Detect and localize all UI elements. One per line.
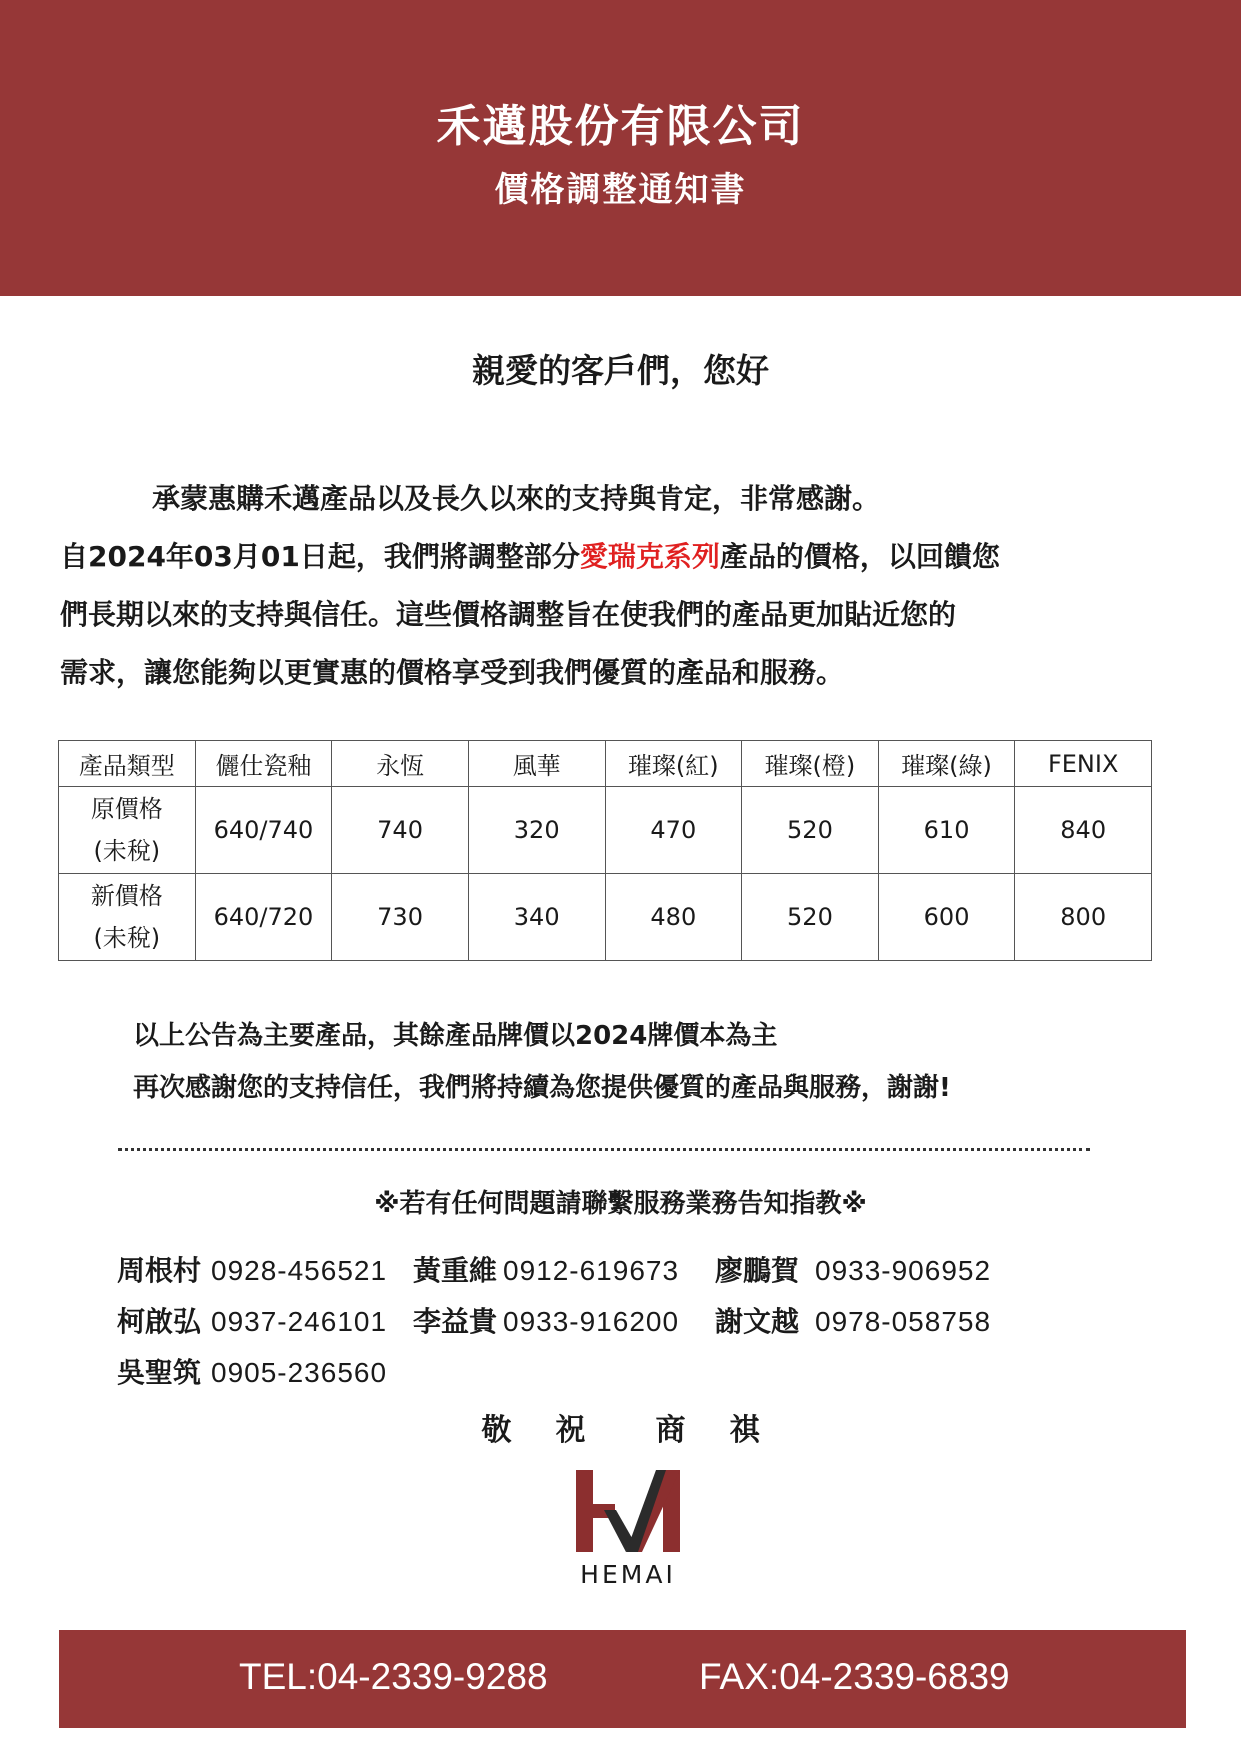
contact-row — [117, 1296, 991, 1347]
note-line-2: 再次感謝您的支持信任，我們將持續為您提供優質的產品與服務，謝謝! — [133, 1073, 951, 1103]
body-line-2 — [60, 528, 1180, 586]
price-table-header-row — [59, 741, 1152, 787]
price-cell: 320 — [468, 787, 605, 874]
footer-tel: TEL:04-2339-9288 — [239, 1656, 548, 1697]
row-label-bottom: (未稅) — [93, 837, 161, 865]
table-row-new-price — [59, 874, 1152, 961]
header-cell: 風華 — [468, 741, 605, 787]
body-line-1: 承蒙惠購禾邁產品以及長久以來的支持與肯定，非常感謝。 — [152, 482, 881, 515]
contact-phone: 0933-916200 — [503, 1306, 680, 1337]
footer-banner — [59, 1630, 1186, 1728]
notes — [133, 1010, 951, 1114]
price-cell: 520 — [742, 787, 879, 874]
contact-phone: 0928-456521 — [211, 1255, 388, 1286]
price-cell: 740 — [332, 787, 469, 874]
contact-list — [117, 1245, 991, 1398]
greeting: 親愛的客戶們，您好 — [472, 351, 769, 390]
row-label — [59, 787, 196, 874]
contact-phone: 0912-619673 — [503, 1255, 680, 1286]
row-label-bottom: (未稅) — [93, 924, 161, 952]
header-cell: 儷仕瓷釉 — [195, 741, 332, 787]
price-cell: 610 — [878, 787, 1015, 874]
contact-phone: 0937-246101 — [211, 1306, 388, 1337]
price-cell: 640/720 — [195, 874, 332, 961]
contact-name: 吳聖筑 — [117, 1356, 202, 1389]
price-cell: 520 — [742, 874, 879, 961]
row-label-top: 新價格 — [90, 882, 163, 910]
price-cell: 480 — [605, 874, 742, 961]
footer-fax: FAX:04-2339-6839 — [699, 1656, 1010, 1697]
row-label-top: 原價格 — [90, 795, 163, 823]
price-table — [58, 740, 1152, 961]
price-cell: 730 — [332, 874, 469, 961]
contact-name: 廖鵬賀 — [715, 1254, 800, 1287]
contact-name: 李益貴 — [413, 1305, 498, 1338]
dotted-divider — [118, 1148, 1090, 1151]
contact-row — [117, 1245, 991, 1296]
document-title: 價格調整通知書 — [494, 170, 747, 210]
contact-phone: 0905-236560 — [211, 1357, 388, 1388]
contact-title: ※若有任何問題請聯繫服務業務告知指教※ — [374, 1189, 867, 1219]
price-cell: 340 — [468, 874, 605, 961]
price-cell: 600 — [878, 874, 1015, 961]
price-cell: 470 — [605, 787, 742, 874]
contact-name: 柯啟弘 — [117, 1305, 202, 1338]
closing-char: 敬 — [481, 1413, 512, 1448]
header-banner — [0, 0, 1241, 296]
row-label — [59, 874, 196, 961]
header-cell: FENIX — [1015, 741, 1152, 787]
logo-text: HEMAI — [580, 1560, 676, 1589]
body-line-2-post: 產品的價格，以回饋您 — [719, 540, 1000, 573]
contact-row — [117, 1347, 991, 1398]
hemai-logo-icon — [576, 1470, 680, 1552]
body-line-3: 們長期以來的支持與信任。這些價格調整旨在使我們的產品更加貼近您的 — [60, 598, 957, 631]
closing-salutation — [0, 1405, 1241, 1449]
price-cell: 800 — [1015, 874, 1152, 961]
closing-char: 商 — [655, 1413, 686, 1448]
contact-name: 周根村 — [117, 1254, 202, 1287]
company-name: 禾邁股份有限公司 — [436, 101, 805, 152]
announcement-body — [60, 470, 1180, 702]
note-line-1: 以上公告為主要產品，其餘產品牌價以2024牌價本為主 — [133, 1021, 778, 1051]
product-series-highlight: 愛瑞克系列 — [579, 540, 720, 573]
contact-name: 謝文越 — [715, 1305, 800, 1338]
header-cell: 永恆 — [332, 741, 469, 787]
body-line-2-pre: 自2024年03月01日起，我們將調整部分 — [60, 540, 580, 573]
header-cell: 璀璨(紅) — [605, 741, 742, 787]
header-cell: 璀璨(橙) — [742, 741, 879, 787]
price-cell: 840 — [1015, 787, 1152, 874]
body-line-4: 需求，讓您能夠以更實惠的價格享受到我們優質的產品和服務。 — [60, 656, 845, 689]
closing-char: 祝 — [555, 1413, 586, 1448]
table-row-original-price — [59, 787, 1152, 874]
contact-phone: 0978-058758 — [815, 1306, 992, 1337]
closing-char: 祺 — [729, 1413, 760, 1448]
contact-phone: 0933-906952 — [815, 1255, 992, 1286]
header-cell: 產品類型 — [59, 741, 196, 787]
contact-name: 黃重維 — [413, 1254, 498, 1287]
header-cell: 璀璨(綠) — [878, 741, 1015, 787]
price-cell: 640/740 — [195, 787, 332, 874]
